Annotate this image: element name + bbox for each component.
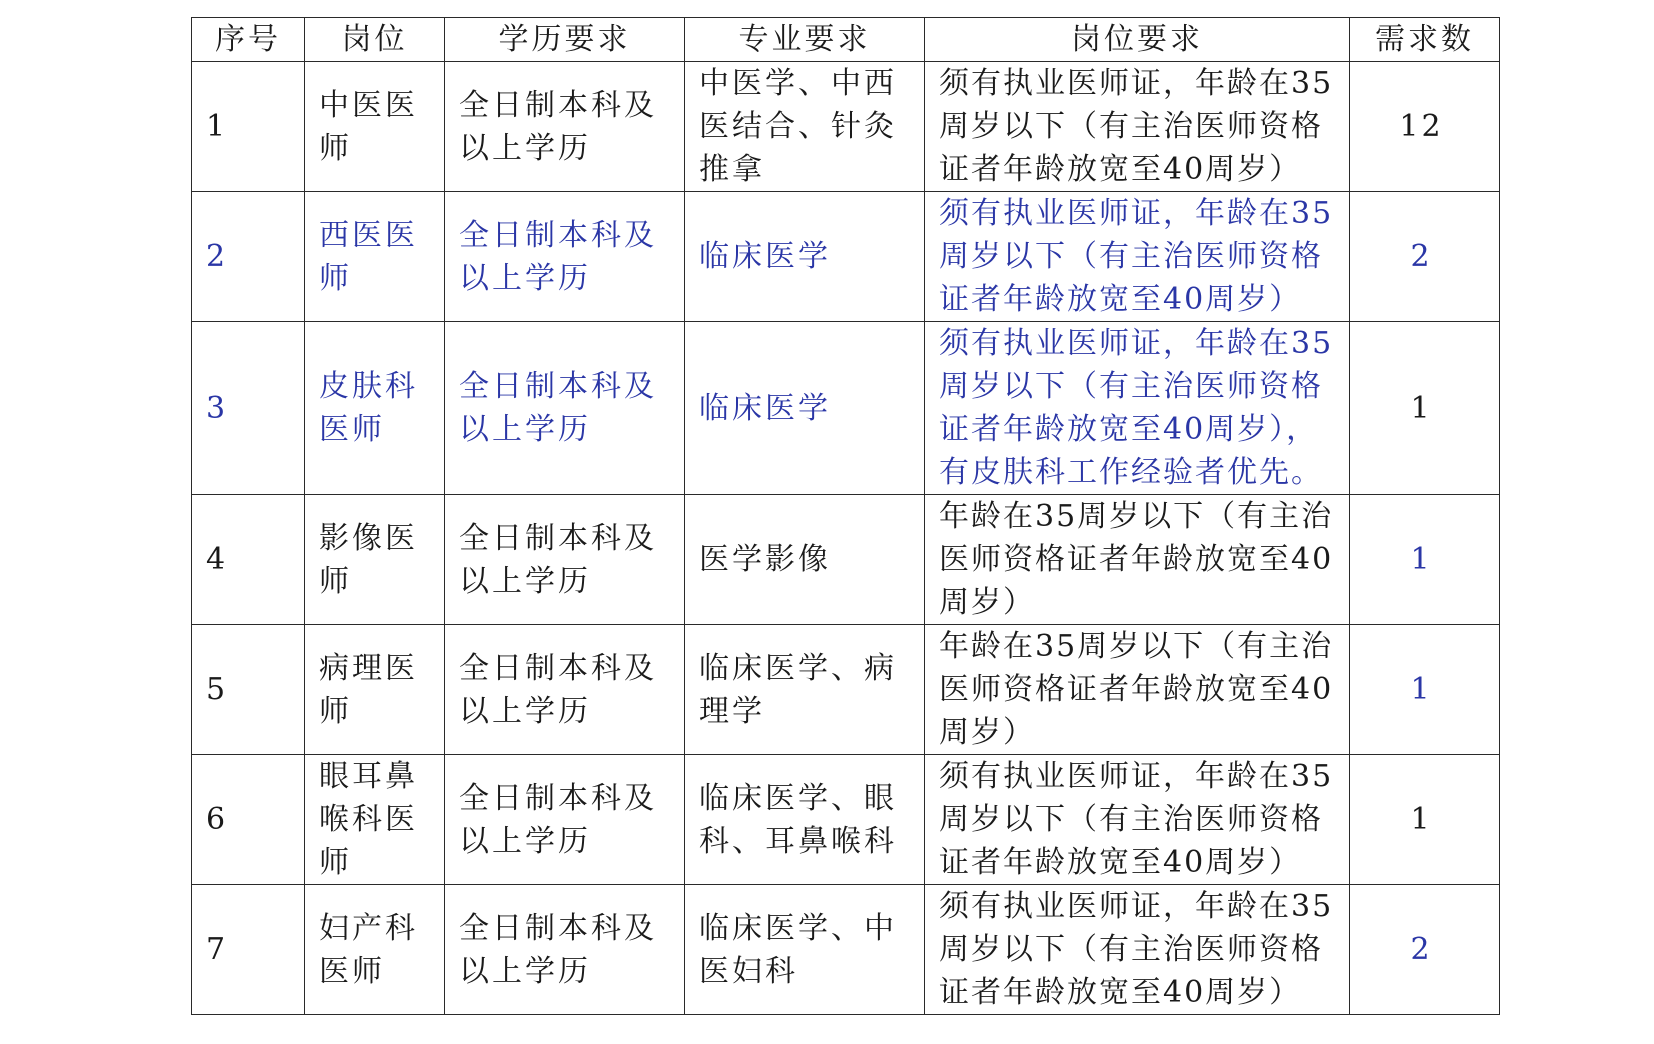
cell-no: 4 bbox=[192, 495, 305, 625]
cell-education: 全日制本科及以上学历 bbox=[445, 495, 685, 625]
cell-no: 6 bbox=[192, 755, 305, 885]
cell-count: 2 bbox=[1350, 192, 1500, 322]
cell-no: 2 bbox=[192, 192, 305, 322]
cell-major: 临床医学 bbox=[685, 192, 925, 322]
cell-position: 西医医师 bbox=[305, 192, 445, 322]
cell-no: 1 bbox=[192, 62, 305, 192]
cell-education: 全日制本科及以上学历 bbox=[445, 62, 685, 192]
cell-education: 全日制本科及以上学历 bbox=[445, 755, 685, 885]
cell-education: 全日制本科及以上学历 bbox=[445, 192, 685, 322]
cell-major: 临床医学、中医妇科 bbox=[685, 885, 925, 1015]
cell-no: 5 bbox=[192, 625, 305, 755]
header-requirement: 岗位要求 bbox=[925, 18, 1350, 62]
cell-count: 12 bbox=[1350, 62, 1500, 192]
header-education: 学历要求 bbox=[445, 18, 685, 62]
cell-requirement: 须有执业医师证，年龄在35周岁以下（有主治医师资格证者年龄放宽至40周岁） bbox=[925, 885, 1350, 1015]
cell-major: 医学影像 bbox=[685, 495, 925, 625]
header-row bbox=[192, 18, 1500, 62]
header-major: 专业要求 bbox=[685, 18, 925, 62]
recruitment-table bbox=[191, 17, 1500, 1015]
cell-education: 全日制本科及以上学历 bbox=[445, 625, 685, 755]
cell-requirement: 须有执业医师证，年龄在35周岁以下（有主治医师资格证者年龄放宽至40周岁） bbox=[925, 62, 1350, 192]
cell-requirement: 年龄在35周岁以下（有主治医师资格证者年龄放宽至40周岁） bbox=[925, 625, 1350, 755]
cell-major: 临床医学、眼科、耳鼻喉科 bbox=[685, 755, 925, 885]
cell-position: 皮肤科医师 bbox=[305, 322, 445, 495]
table-row bbox=[192, 625, 1500, 755]
table-row bbox=[192, 885, 1500, 1015]
cell-count: 2 bbox=[1350, 885, 1500, 1015]
header-no: 序号 bbox=[192, 18, 305, 62]
cell-education: 全日制本科及以上学历 bbox=[445, 322, 685, 495]
cell-major: 临床医学 bbox=[685, 322, 925, 495]
header-count: 需求数 bbox=[1350, 18, 1500, 62]
cell-position: 病理医师 bbox=[305, 625, 445, 755]
cell-count: 1 bbox=[1350, 322, 1500, 495]
table-row bbox=[192, 192, 1500, 322]
cell-count: 1 bbox=[1350, 625, 1500, 755]
cell-position: 中医医师 bbox=[305, 62, 445, 192]
cell-major: 临床医学、病理学 bbox=[685, 625, 925, 755]
cell-requirement: 须有执业医师证，年龄在35周岁以下（有主治医师资格证者年龄放宽至40周岁） bbox=[925, 192, 1350, 322]
table-row bbox=[192, 322, 1500, 495]
cell-no: 7 bbox=[192, 885, 305, 1015]
cell-requirement: 须有执业医师证，年龄在35周岁以下（有主治医师资格证者年龄放宽至40周岁） bbox=[925, 755, 1350, 885]
cell-no: 3 bbox=[192, 322, 305, 495]
cell-position: 妇产科医师 bbox=[305, 885, 445, 1015]
cell-position: 影像医师 bbox=[305, 495, 445, 625]
table-row bbox=[192, 62, 1500, 192]
cell-position: 眼耳鼻喉科医师 bbox=[305, 755, 445, 885]
cell-education: 全日制本科及以上学历 bbox=[445, 885, 685, 1015]
table-row bbox=[192, 495, 1500, 625]
cell-count: 1 bbox=[1350, 755, 1500, 885]
cell-requirement: 须有执业医师证，年龄在35周岁以下（有主治医师资格证者年龄放宽至40周岁），有皮肤科工作经验者优先。 bbox=[925, 322, 1350, 495]
cell-requirement: 年龄在35周岁以下（有主治医师资格证者年龄放宽至40周岁） bbox=[925, 495, 1350, 625]
cell-major: 中医学、中西医结合、针灸推拿 bbox=[685, 62, 925, 192]
header-position: 岗位 bbox=[305, 18, 445, 62]
cell-count: 1 bbox=[1350, 495, 1500, 625]
table-row bbox=[192, 755, 1500, 885]
